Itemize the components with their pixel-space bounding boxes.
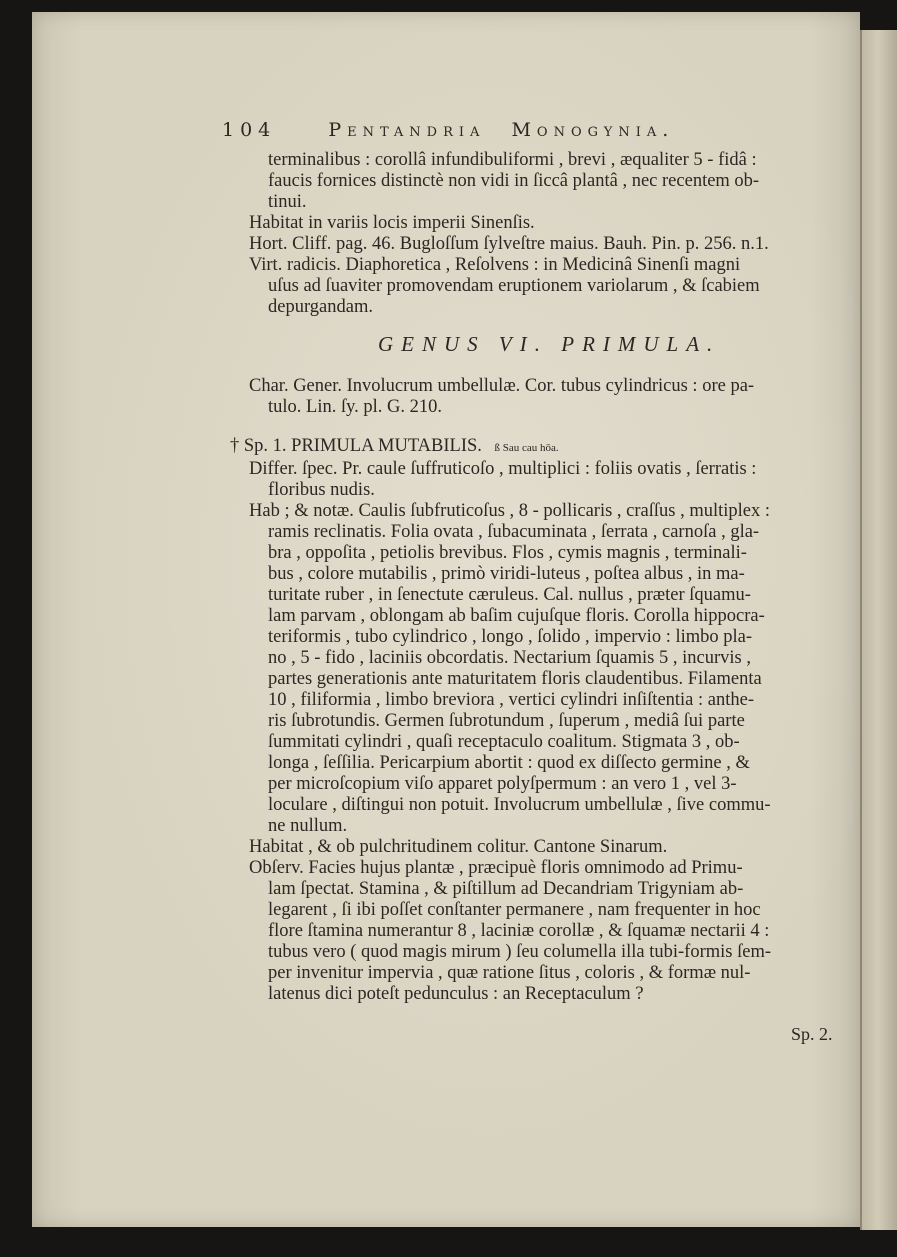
observ-line: Obſerv. Facies hujus plantæ , præcipuè floris omnimodo ad Primu-: [249, 858, 743, 878]
running-title: Pentandria Monogynia.: [328, 119, 675, 141]
body-line: Habitat in variis locis imperii Sinenſis.: [249, 213, 535, 233]
species-line: ſummitati cylindri , quaſi receptaculo coalitum. Stigmata 3 , ob-: [268, 732, 740, 752]
body-line: depurgandam.: [268, 297, 373, 317]
species-line: per microſcopium viſo apparet polyſpermum : an vero 1 , vel 3-: [268, 774, 737, 794]
char-line: tulo. Lin. ſy. pl. G. 210.: [268, 397, 443, 417]
species-line: lam parvam , oblongam ab baſim cujuſque floris. Corolla hippocra-: [268, 606, 765, 626]
species-line: bra , oppoſita , petiolis brevibus. Flos , cymis magnis , terminali-: [268, 543, 747, 563]
species-line: 10 , filiformia , limbo breviora , vertici cylindri inſiſtentia : anthe-: [268, 690, 755, 710]
observ-line: per invenitur impervia , quæ ratione ſitus , coloris , & formæ nul-: [268, 963, 751, 983]
body-line: Hort. Cliff. pag. 46. Bugloſſum ſylveſtre maius. Bauh. Pin. p. 256. n.1.: [249, 234, 769, 254]
species-title-text: † Sp. 1. PRIMULA MUTABILIS.: [230, 436, 482, 456]
species-line: longa , ſeſſilia. Pericarpium abortit : quod ex diſſecto germine , &: [268, 753, 750, 773]
catchword: Sp. 2.: [791, 1024, 833, 1044]
body-line: faucis fornices distinctè non vidi in ſiccâ plantâ , nec recentem ob-: [268, 171, 760, 191]
species-line: ne nullum.: [268, 816, 348, 836]
species-line: Hab ; & notæ. Caulis ſubfruticoſus , 8 - pollicaris , craſſus , multiplex :: [249, 501, 771, 521]
body-line: tinui.: [268, 192, 307, 212]
adjacent-page-edge: [860, 30, 897, 1230]
species-line: floribus nudis.: [268, 480, 375, 500]
genus-heading: GENUS VI. PRIMULA.: [378, 332, 721, 356]
species-chinese-name: ß Sau cau hōa.: [494, 442, 559, 454]
species-line: bus , colore mutabilis , primò viridi-luteus , poſtea albus , in ma-: [268, 564, 745, 584]
species-line: partes generationis ante maturitatem floris claudentibus. Filamenta: [268, 669, 762, 689]
habitat-line: Habitat , & ob pulchritudinem colitur. Cantone Sinarum.: [249, 837, 668, 857]
body-line: uſus ad ſuaviter promovendam eruptionem variolarum , & ſcabiem: [268, 276, 760, 296]
page-number: 104: [222, 119, 277, 141]
observ-line: tubus vero ( quod magis mirum ) ſeu columella illa tubi-formis ſem-: [268, 942, 771, 962]
species-line: loculare , diſtingui non potuit. Involucrum umbellulæ , ſive commu-: [268, 795, 771, 815]
species-line: Differ. ſpec. Pr. caule ſuffruticoſo , multiplici : foliis ovatis , ſerratis :: [249, 459, 757, 479]
species-line: turitate ruber , in ſenectute cæruleus. Cal. nullus , præter ſquamu-: [268, 585, 751, 605]
species-line: ramis reclinatis. Folia ovata , ſubacuminata , ſerrata , carnoſa , gla-: [268, 522, 760, 542]
observ-line: flore ſtamina numerantur 8 , laciniæ corollæ , & ſquamæ nectarii 4 :: [268, 921, 770, 941]
observ-line: lam ſpectat. Stamina , & piſtillum ad Decandriam Trigyniam ab-: [268, 879, 744, 899]
body-line: Virt. radicis. Diaphoretica , Reſolvens : in Medicinâ Sinenſi magni: [249, 255, 741, 275]
char-line: Char. Gener. Involucrum umbellulæ. Cor. tubus cylindricus : ore pa-: [249, 376, 755, 396]
species-title: [230, 436, 559, 459]
body-line: terminalibus : corollâ infundibuliformi , brevi , æqualiter 5 - fidâ :: [268, 150, 757, 170]
species-line: no , 5 - fido , laciniis obcordatis. Nectarium ſquamis 5 , incurvis ,: [268, 648, 751, 668]
running-header: [222, 119, 674, 141]
species-line: ris ſubrotundis. Germen ſubrotundum , ſuperum , mediâ ſui parte: [268, 711, 745, 731]
observ-line: latenus dici poteſt pedunculus : an Receptaculum ?: [268, 984, 644, 1004]
species-line: teriformis , tubo cylindrico , longo , ſolido , impervio : limbo pla-: [268, 627, 753, 647]
observ-line: legarent , ſi ibi poſſet conſtanter permanere , nam frequenter in hoc: [268, 900, 761, 920]
